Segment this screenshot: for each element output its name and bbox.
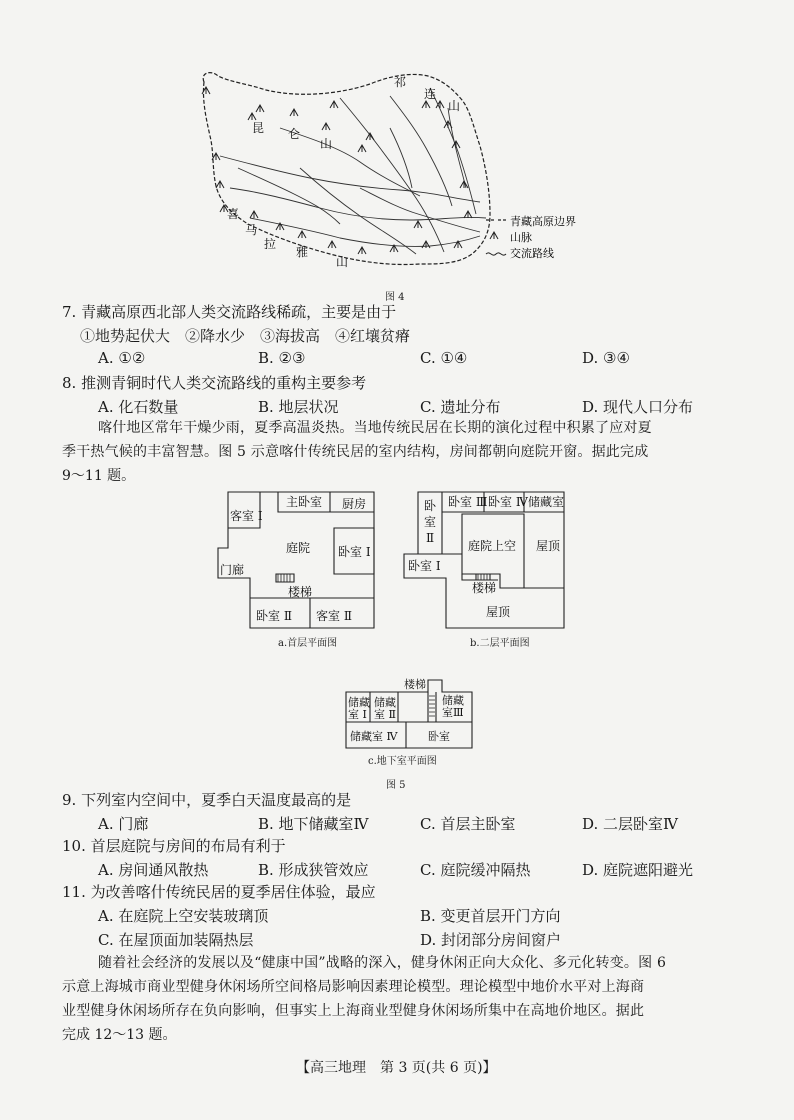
q7-stem: 7. 青藏高原西北部人类交流路线稀疏，主要是由于 — [62, 303, 397, 321]
qilian-char-1: 祁 — [394, 75, 407, 89]
q11-option-a[interactable]: A. 在庭院上空安装玻璃顶 — [98, 907, 269, 925]
plan-a-room-kitchen: 厨房 — [342, 497, 367, 511]
qilian-char-3: 山 — [448, 99, 461, 113]
plan-c-storage1-line2: 室 Ⅰ — [348, 708, 367, 721]
q9-option-a[interactable]: A. 门廊 — [98, 815, 149, 833]
legend-mountain-label: 山脉 — [510, 231, 532, 244]
plan-a-courtyard: 庭院 — [286, 541, 311, 555]
plan-b-room-bed4: 卧室 Ⅳ — [488, 495, 528, 509]
figure-5-caption: 图 5 — [386, 780, 406, 791]
passage2-line3: 9～11 题。 — [62, 468, 136, 484]
q8-stem: 8. 推测青铜时代人类交流路线的重构主要参考 — [62, 374, 367, 392]
plan-c — [340, 676, 480, 756]
plan-a-porch: 门廊 — [220, 563, 245, 577]
passage2-line2: 季干热气候的丰富智慧。图 5 示意喀什传统民居的室内结构，房间都朝向庭院开窗。据此完成 — [62, 444, 649, 460]
qilian-char-2: 连 — [424, 87, 437, 101]
q8-option-c[interactable]: C. 遗址分布 — [420, 398, 501, 416]
plan-b — [400, 488, 580, 638]
q11-option-c[interactable]: C. 在屋顶面加装隔热层 — [98, 931, 254, 949]
q10-option-c[interactable]: C. 庭院缓冲隔热 — [420, 861, 531, 879]
q10-option-d[interactable]: D. 庭院遮阳避光 — [582, 861, 694, 879]
himalaya-char-4: 雅 — [296, 245, 309, 259]
q10-option-a[interactable]: A. 房间通风散热 — [98, 861, 209, 879]
q9-option-c[interactable]: C. 首层主卧室 — [420, 815, 516, 833]
plan-c-storage2-line2: 室 Ⅱ — [374, 708, 396, 721]
plan-b-room-bed1: 卧室 Ⅰ — [408, 559, 441, 573]
plan-b-stairs: 楼梯 — [472, 581, 497, 595]
plan-b-room-storage: 储藏室 — [528, 495, 565, 509]
plan-a-room-guest1: 客室 Ⅰ — [230, 509, 263, 523]
plan-c-caption: c.地下室平面图 — [368, 756, 437, 767]
plan-c-stairs: 楼梯 — [404, 678, 426, 691]
passage2-line1: 喀什地区常年干燥少雨，夏季高温炎热。当地传统民居在长期的演化过程中积累了应对夏 — [98, 420, 652, 436]
plan-b-bed2-char-2: 室 — [424, 515, 437, 529]
kunlun-char-3: 山 — [320, 137, 333, 151]
q11-stem: 11. 为改善喀什传统民居的夏季居住体验，最应 — [62, 883, 376, 901]
q7-option-a[interactable]: A. ①② — [98, 349, 146, 367]
plan-b-bed2-char-1: 卧 — [424, 499, 437, 513]
plan-c-storage1-line1: 储藏 — [348, 696, 370, 709]
figure-4 — [190, 68, 610, 283]
plateau-map — [190, 68, 610, 283]
plan-b-caption: b.二层平面图 — [470, 638, 530, 649]
plan-c-drawing — [340, 676, 480, 756]
plan-a-room-bed2: 卧室 Ⅱ — [256, 609, 292, 623]
himalaya-char-1: 喜 — [227, 207, 240, 221]
q8-option-d[interactable]: D. 现代人口分布 — [582, 398, 694, 416]
kunlun-char-1: 昆 — [252, 121, 265, 135]
kunlun-char-2: 仑 — [288, 127, 301, 141]
plan-b-bed2-char-3: Ⅱ — [426, 531, 435, 545]
q7-option-b[interactable]: B. ②③ — [258, 349, 306, 367]
plan-b-courtyard-void: 庭院上空 — [468, 539, 517, 553]
q9-option-d[interactable]: D. 二层卧室Ⅳ — [582, 815, 679, 833]
figure-4-caption: 图 4 — [385, 292, 405, 303]
plan-a-room-master: 主卧室 — [286, 495, 323, 509]
plan-b-roof-right: 屋顶 — [536, 539, 561, 553]
q8-option-b[interactable]: B. 地层状况 — [258, 398, 339, 416]
himalaya-char-5: 山 — [336, 255, 349, 269]
q10-option-b[interactable]: B. 形成狭管效应 — [258, 861, 369, 879]
plan-c-bedroom: 卧室 — [428, 730, 450, 743]
legend-route-label: 交流路线 — [510, 247, 554, 260]
plan-c-storage3-line1: 储藏 — [442, 694, 464, 707]
q9-option-b[interactable]: B. 地下储藏室Ⅳ — [258, 815, 369, 833]
q10-stem: 10. 首层庭院与房间的布局有利于 — [62, 837, 286, 855]
plan-a-stairs: 楼梯 — [288, 585, 313, 599]
plan-b-roof-bottom: 屋顶 — [486, 605, 511, 619]
passage3-line3: 业型健身休闲场所存在负向影响，但事实上上海商业型健身休闲场所集中在高地价地区。据此 — [62, 1003, 645, 1019]
plan-a-caption: a.首层平面图 — [278, 638, 338, 649]
q11-option-d[interactable]: D. 封闭部分房间窗户 — [420, 931, 562, 949]
plan-c-storage2-line1: 储藏 — [374, 696, 396, 709]
passage3-line2: 示意上海城市商业型健身休闲场所空间格局影响因素理论模型。理论模型中地价水平对上海商 — [62, 979, 645, 995]
plan-c-storage4: 储藏室 Ⅳ — [350, 730, 398, 743]
q11-option-b[interactable]: B. 变更首层开门方向 — [420, 907, 561, 925]
plan-a-room-guest2: 客室 Ⅱ — [316, 609, 352, 623]
q8-option-a[interactable]: A. 化石数量 — [98, 398, 179, 416]
plan-a-drawing — [210, 488, 390, 658]
himalaya-char-3: 拉 — [264, 237, 277, 251]
plan-a — [210, 488, 390, 658]
q7-option-d[interactable]: D. ③④ — [582, 349, 630, 367]
plan-b-room-bed3: 卧室 Ⅲ — [448, 495, 488, 509]
passage3-line1: 随着社会经济的发展以及“健康中国”战略的深入，健身休闲正向大众化、多元化转变。图 6 — [98, 955, 667, 971]
page-footer: 【高三地理 第 3 页(共 6 页)】 — [296, 1060, 497, 1076]
map-legend — [486, 214, 576, 260]
plan-c-storage3-line2: 室Ⅲ — [442, 706, 464, 719]
q7-option-c[interactable]: C. ①④ — [420, 349, 468, 367]
legend-boundary-label: 青藏高原边界 — [510, 215, 576, 228]
plan-b-drawing — [400, 488, 580, 638]
q7-items: ①地势起伏大 ②降水少 ③海拔高 ④红壤贫瘠 — [80, 327, 411, 345]
plan-a-room-bed1: 卧室 Ⅰ — [338, 545, 371, 559]
passage3-line4: 完成 12～13 题。 — [62, 1027, 177, 1043]
q9-stem: 9. 下列室内空间中，夏季白天温度最高的是 — [62, 791, 352, 809]
himalaya-char-2: 马 — [245, 223, 258, 237]
